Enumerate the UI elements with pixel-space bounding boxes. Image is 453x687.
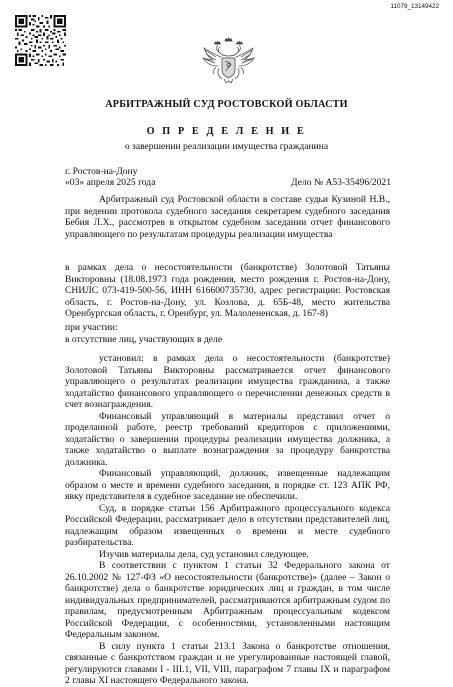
body-paragraph: установил: в рамках дела о несостоятельности (банкротстве) Золотовой Татьяны Викторовны рассматривается отчет финансового управляющего о результатах реализации имущества гражданина, а также ходатайство финансового управляющего о перечислении денежных средств в счет вознаграждения. (65, 353, 390, 410)
body-paragraph: Изучив материалы дела, суд установил следующее. (99, 548, 309, 560)
court-name: АРБИТРАЖНЫЙ СУД РОСТОВСКОЙ ОБЛАСТИ (105, 99, 348, 110)
body-paragraph: Финансовый управляющий, должник, извещенные надлежащим образом о месте и времени судебного заседания, в порядке ст. 123 АПК РФ, явку представителя в судебное заседание не обеспечили. (65, 468, 390, 502)
attendance-note: в отсутствие лиц, участвующих в деле (65, 334, 223, 345)
body-paragraph: В силу пункта 1 статьи 213.1 Закона о банкротстве отношения, связанные с банкротством граждан и не урегулированные настоящей главой, регулируются главами I - III.1, VII, VIII, параграфом 7 главы IX и параграфом 2 главы XI настоящего Федерального закона. (65, 640, 390, 686)
issue-date: «03» апреля 2025 года (65, 177, 156, 188)
qr-code (15, 15, 66, 66)
body-paragraph: Суд, в порядке статьи 156 Арбитражного процессуального кодекса Российской Федерации, рассматривает дело в отсутствии представителей лиц, надлежащим образом извещенных о времени и месте судебного разбирательства. (65, 502, 390, 548)
document-body (65, 353, 390, 687)
place-of-issue: г. Ростов-на-Дону (65, 166, 138, 177)
attendance-label: при участии: (65, 322, 118, 333)
debtor-paragraph: в рамках дела о несостоятельности (банкротстве) Золотовой Татьяны Викторовны (18.08.1973 года рождения, место рождения г. Ростов-на-Дону, СНИЛС 073-419-500-56, ИНН 616600735730, адрес регистрации: Ростовская область, г. Ростов-на-Дону, ул. Козлова, д. 65Б-48, место жительства Оренбургская область, г. Оренбург, ул. Малолененская, д. 167-8) (65, 262, 390, 319)
body-paragraph: Финансовый управляющий в материалы представил отчет о проделанной работе, реестр требований кредиторов с приложениями, ходатайство о завершении процедуры реализации имущества должника, а также ходатайство о выплате вознаграждения за процедуру банкротства должника. (65, 410, 390, 468)
document-subject: о завершении реализации имущества гражданина (124, 141, 329, 152)
document-type-title: О П Р Е Д Е Л Е Н И Е (146, 126, 307, 137)
intro-paragraph: Арбитражный суд Ростовской области в составе судьи Кузиной Н.В., при ведении протокола судебного заседания секретарем судебного заседания Бебия Л.Х., рассмотрев в открытом судебном заседании отчет финансового управляющего по результатам процедуры реализации имущества (65, 194, 390, 240)
body-paragraph: В соответствии с пунктом 1 статьи 32 Федерального закона от 26.10.2002 № 127-ФЗ «О несостоятельности (банкротстве)» (далее – Закон о банкротстве) дела о банкротстве юридических лиц и граждан, в том числе индивидуальных предпринимателей, рассматриваются арбитражным судом по правилам, предусмотренным Арбитражным процессуальным кодексом Российской Федерации, с особенностями, установленными настоящим Федеральным законом. (65, 560, 390, 640)
document-id: 11079_13149422 (390, 3, 439, 10)
case-number: Дело № А53-35496/2021 (290, 177, 391, 188)
coat-of-arms-emblem (201, 37, 256, 87)
